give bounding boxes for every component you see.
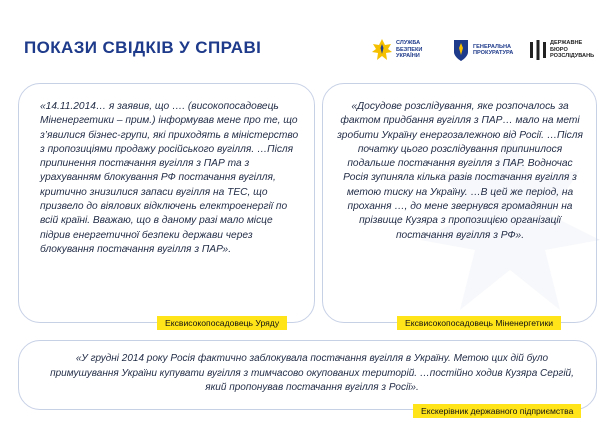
logos-bar <box>371 38 595 62</box>
logo-dbr-text: ДЕРЖАВНЕ БЮРО РОЗСЛІДУВАНЬ <box>550 40 595 60</box>
logo-sbu <box>371 38 442 62</box>
sbu-emblem-icon <box>371 38 393 62</box>
logo-sbu-text: СЛУЖБА БЕЗПЕКИ УКРАЇНИ <box>396 40 423 60</box>
page-title: ПОКАЗИ СВІДКІВ У СПРАВІ <box>24 38 262 57</box>
testimony-label-1: Ексвисокопосадовець Уряду <box>157 316 287 330</box>
logo-prosecutor-text: ГЕНЕРАЛЬНА ПРОКУРАТУРА <box>473 43 514 56</box>
testimony-quote-1: «14.11.2014… я заявив, що …. (високопосадовець Міненергетики – прим.) інформував мене про те, що з’явилися бізнес-групи, які приходять в міністерство з пропозиціями продажу російського вугілля. …Після припинення постачання вугілля з ПАР та з урахуванням блокування РФ постачання вугілля, критично знизилися запаси вугілля на ТЕС, що призвело до віялових відключень електроенергії по всій країні. Вважаю, що в даному разі мало місце підрив енергетичної безпеки держави через блокування постачання вугілля з ПАР». <box>40 101 299 255</box>
testimony-label-2: Ексвисокопосадовець Міненергетики <box>397 316 561 330</box>
logo-dbr <box>529 39 595 61</box>
prosecutor-shield-icon <box>452 38 470 62</box>
testimony-label-3: Екскерівник державного підприємства <box>413 404 581 418</box>
testimony-quote-2: «Досудове розслідування, яке розпочалось за фактом придбання вугілля з ПАР… мало на меті зробити Україну енергозалежною від Росії. …Після початку цього розслідування припинилося подальше постачання вугілля з ПАР. Водночас Росія зупиняла кілька разів постачання вугілля з метою тиску на Україну. …В цей же період, на прохання …, до мене звернувся громадянин на прізвище Кузяра з пропозицією організації постачання вугілля з РФ». <box>337 101 583 241</box>
logo-prosecutor <box>452 38 519 62</box>
testimony-quote-3: «У грудні 2014 року Росія фактично заблокувала постачання вугілля в Україну. Метою цих дій було примушування України купувати вугілля з тимчасово окупованих територій. …постійно ходив Кузяра Сергій, який пропонував постачання вугілля з Росії». <box>50 353 574 394</box>
dbr-emblem-icon <box>529 39 547 61</box>
